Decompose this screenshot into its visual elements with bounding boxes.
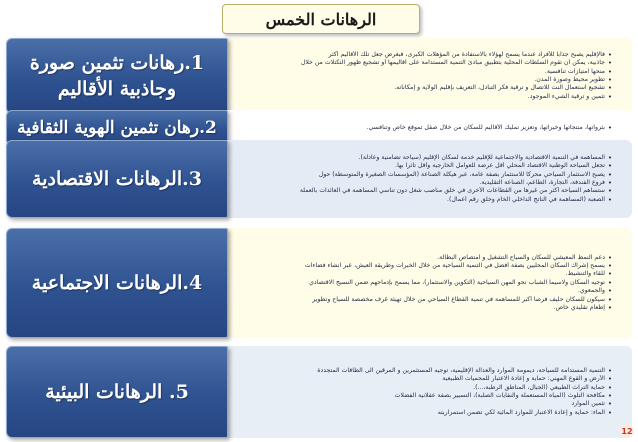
section-1-label [6,38,228,114]
section-4-bullets [234,254,622,313]
bullet: • المساهمة في التنمية الاقتصادية والاجتماعية للإقليم خدمة لسكان الإقليم (سياحة تضامنية وعادلة). [234,154,612,162]
bullet: • تطوير محيط وصورة المدن. [234,76,612,84]
section-5-content [226,346,632,438]
bullet: • تثمين الموارد [234,400,612,408]
bullet: • جاذبية، يمكن أن تقوم السلطات المحلية بتطبيق مبادئ التنمية المستدامة على أقاليمها أو تشجيع ظهور التكتلات من خلال [234,59,612,67]
page-number: 12 [620,424,634,438]
bullet: • فالإقليم يصبح جذابا للأفراد عندما يسمح لهؤلاء بالاستفادة من المؤهلات الكبرى، فبغرض جعل تلك الأقاليم أكثر [234,51,612,59]
section-4-content [226,228,632,338]
bullet: • يصبح الاستثمار السياحي محركا للاستثمار بصفة عامة، عبر هيكلة الصناعة (المؤسسات الصغيرة والمتوسطة) حول [234,171,612,179]
bullet: • الصعبة (المساهمة في الناتج الداخلي الخام وخلق رقم أعمال). [234,196,612,204]
section-4-label [6,228,228,338]
section-3-bullets [234,154,622,204]
page-title: الرهانات الخمس [222,4,420,34]
section-2-bullets [234,124,622,132]
bullet: • توجيه السكان ولاسيما الشباب نحو المهن السياحية (التكوين والاستثمار)، مما يسمح بإدماجهم ضمن النسيج الاقتصادي [234,279,612,287]
section-3-label [6,140,228,218]
bullet: • إطعام تقليدي خاص. [234,304,612,312]
bullet: • دعم النمط المعيشي للسكان والسياح التشغيل و امتصاص البطالة. [234,254,612,262]
section-1-bullets [234,51,622,101]
bullet: • للقاء والتنشيط. [234,270,612,278]
bullet: • التنمية المستدامة للسياحة، ديمومة الموارد والعدالة الإقليمية، توجيه المستثمرين و المرقين الى الطاقات المتجددة [234,367,612,375]
section-3-content [226,140,632,218]
section-1-content [226,38,632,114]
bullet: • بثرواتها، منتجاتها وخيراتها، وتعزيز تمليك الأقاليم للسكان من خلال صقل تموقع خاص وتنافسي. [234,124,612,132]
bullet: • والجمعوي. [234,287,612,295]
bullet: • حماية التراث الطبيعي (الجبال، المناطق الرطبة،...). [234,384,612,392]
section-1-label-line-2: وجاذبية الأقاليم [57,78,177,100]
bullet: • تجعل السياحة الوطنية الاقتصاد المحلي أقل عرضة للعوامل الخارجية وأقل تأثرا بها. [234,162,612,170]
section-3-label-line-1: 3.الرهانات الاقتصادية [32,168,202,190]
bullet: • تثمين و ترقية الشيء الموجود. [234,93,612,101]
bullet: • ستساهم السياحة أكثر من غيرها من القطاعات الأخرى في خلق مناصب شغل دون تناسي المساهمة في العائدات بالعملة [234,187,612,195]
section-5-label-line-1: 5. الرهانات البيئية [45,381,189,403]
bullet: • فروع الفندقة، التجارة، الطاعم، الصناعة التقليدية. [234,179,612,187]
section-5 [6,346,632,438]
bullet: • مكافحة التلوث (المياه المستعملة والنفايات الصلبة)، التسيير بصفة عقلانية الفضلات [234,392,612,400]
section-2-label-line-1: 2.رهان تثمين الهوية الثقافية [17,118,217,138]
bullet: • منحها امتيازات تنافسية. [234,68,612,76]
section-5-bullets [234,367,622,417]
section-5-label [6,346,228,438]
section-1 [6,38,632,114]
section-4-label-line-1: 4.الرهانات الاجتماعية [31,272,203,294]
section-4 [6,228,632,338]
bullet: • سيكون للسكان حليف فرصا أكبر للمساهمة في تنمية القطاع السياحي من خلال تهيئة غرف مخصصة للسياح وتطوير [234,296,612,304]
bullet: • الماء: حماية و إعادة الاعتبار للموارد المائية لكي تضمن استمراريته [234,409,612,417]
section-1-label-line-1: 1.رهانات تثمين صورة [29,52,205,74]
bullet: • تشجيع استعمال النت للاتصال و ترقية فكر التبادل، التعريف بإقليم الولاية و إمكاناته. [234,84,612,92]
bullet: • يسمح إشراك السكان المحليين بصفة أفضل في التنمية السياحية من خلال الخبرات وطريقة العيش، عبر انشاء فضاءات [234,262,612,270]
bullet: • الأرض و القوع المهني: حماية و إعادة الاعتبار للمحميات الطبيعية [234,375,612,383]
section-3 [6,140,632,218]
